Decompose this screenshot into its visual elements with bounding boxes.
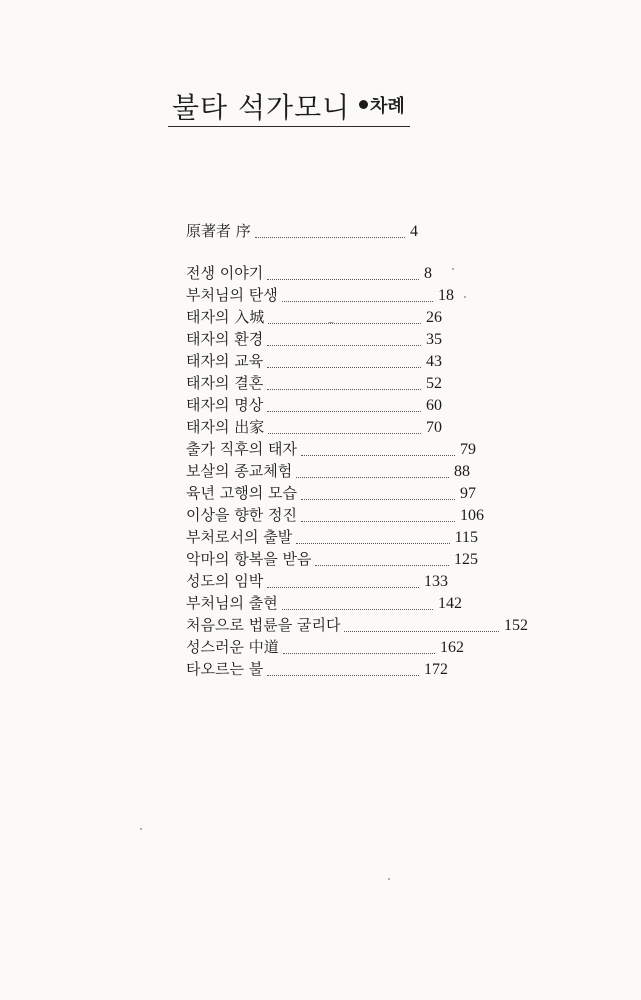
toc-entry-page: 125 [454, 551, 478, 568]
toc-leader-dots [301, 455, 455, 456]
toc-entry-title: 태자의 교육 [186, 352, 264, 370]
toc-entry [186, 570, 448, 592]
toc-entry-title: 타오르는 불 [186, 660, 264, 678]
toc-entry-page: 70 [426, 419, 442, 436]
toc-leader-dots [301, 499, 455, 500]
toc-entry-title: 육년 고행의 모습 [186, 484, 297, 502]
toc-leader-dots [283, 653, 435, 654]
toc-entry [186, 636, 464, 658]
toc-entry-title: 전생 이야기 [186, 264, 264, 282]
toc-entry-title: 처음으로 법륜을 굴리다 [186, 616, 341, 634]
toc-entry [186, 614, 528, 636]
toc-leader-dots [268, 323, 421, 324]
title-underline [168, 126, 410, 127]
toc-leader-dots [282, 301, 433, 302]
book-title: 불타 석가모니 [172, 91, 351, 124]
bullet-icon [359, 100, 368, 109]
toc-leader-dots [255, 237, 405, 238]
toc-entry-title: 성도의 임박 [186, 572, 264, 590]
toc-entry-page: 8 [424, 265, 432, 282]
toc-entry-title: 부처님의 탄생 [186, 286, 278, 304]
toc-entry-page: 88 [454, 463, 470, 480]
toc-entry [186, 372, 442, 394]
paper-speck [388, 878, 390, 880]
toc-leader-dots [296, 477, 449, 478]
toc-entry [186, 548, 478, 570]
toc-entry-page: 172 [424, 661, 448, 678]
toc-entry-page: 142 [438, 595, 462, 612]
toc-entry-page: 26 [426, 309, 442, 326]
toc-entry [186, 438, 476, 460]
paper-speck [328, 322, 334, 323]
toc-entry-title: 부처님의 출현 [186, 594, 278, 612]
toc-entry [186, 220, 418, 242]
toc-entry [186, 306, 442, 328]
toc-entry [186, 482, 476, 504]
toc-entry-title: 부처로서의 출발 [186, 528, 293, 546]
toc-entry-page: 133 [424, 573, 448, 590]
toc-entry-page: 106 [460, 507, 484, 524]
toc-entry-title: 악마의 항복을 받음 [186, 550, 312, 568]
paper-speck [464, 296, 466, 298]
toc-entry-page: 35 [426, 331, 442, 348]
page-header [168, 86, 410, 130]
toc-leader-dots [315, 565, 449, 566]
toc-entry [186, 416, 442, 438]
toc-entry-title: 태자의 결혼 [186, 374, 264, 392]
toc-leader-dots [268, 433, 421, 434]
toc-leader-dots [267, 345, 421, 346]
toc-entry-page: 4 [410, 223, 418, 240]
toc-entry-page: 115 [454, 529, 478, 546]
toc-entry-title: 태자의 出家 [186, 418, 265, 436]
paper-speck [452, 268, 454, 270]
toc-leader-dots [344, 631, 499, 632]
toc-entry-title: 原著者 序 [186, 222, 251, 240]
toc-entry-page: 162 [440, 639, 464, 656]
toc-leader-dots [296, 543, 449, 544]
toc-entry-title: 보살의 종교체험 [186, 462, 293, 480]
toc-entry-page: 152 [504, 617, 528, 634]
toc-leader-dots [267, 587, 419, 588]
toc-leader-dots [301, 521, 455, 522]
toc-entry [186, 284, 454, 306]
toc-entry-title: 태자의 명상 [186, 396, 264, 414]
contents-heading: 차례 [370, 96, 405, 117]
toc-entry-title: 성스러운 中道 [186, 638, 279, 656]
toc-entry [186, 460, 470, 482]
toc-entry-title: 태자의 入城 [186, 308, 265, 326]
toc-leader-dots [267, 367, 421, 368]
toc-leader-dots [267, 675, 419, 676]
toc-entry-page: 43 [426, 353, 442, 370]
toc-entry [186, 262, 432, 284]
toc-entry [186, 504, 484, 526]
toc-entry-title: 이상을 향한 정진 [186, 506, 297, 524]
toc-entry-page: 18 [438, 287, 454, 304]
toc-entry-page: 52 [426, 375, 442, 392]
toc-entry [186, 592, 462, 614]
toc-entry [186, 526, 478, 548]
toc-entry-title: 출가 직후의 태자 [186, 440, 297, 458]
toc-leader-dots [267, 389, 421, 390]
paper-speck [140, 828, 142, 830]
toc-leader-dots [267, 411, 421, 412]
toc-entry [186, 394, 442, 416]
toc-leader-dots [282, 609, 433, 610]
toc-entry-page: 97 [460, 485, 476, 502]
toc-leader-dots [267, 279, 419, 280]
toc-entry [186, 350, 442, 372]
toc-entry-title: 태자의 환경 [186, 330, 264, 348]
toc-entry-page: 60 [426, 397, 442, 414]
toc-entry-page: 79 [460, 441, 476, 458]
toc-entry [186, 658, 448, 680]
toc-entry [186, 328, 442, 350]
